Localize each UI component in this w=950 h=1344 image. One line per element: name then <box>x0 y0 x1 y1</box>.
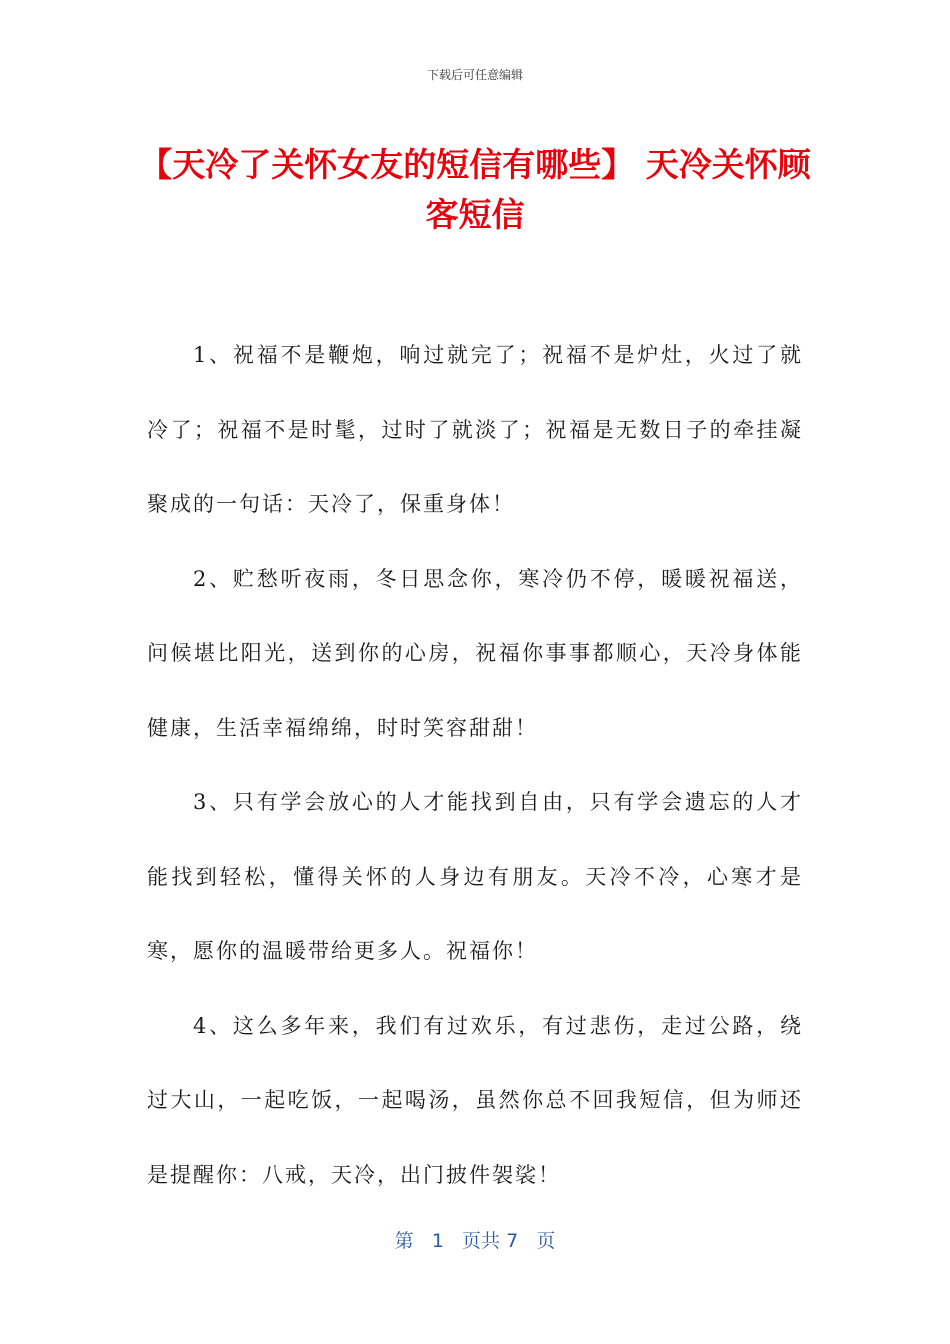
paragraph-3: 3、只有学会放心的人才能找到自由，只有学会遗忘的人才能找到轻松，懂得关怀的人身边有朋友。天冷不冷，心寒才是寒，愿你的温暖带给更多人。祝福你！ <box>147 790 803 963</box>
footer-total-pages: 7 <box>506 1230 519 1252</box>
document-body <box>147 318 803 1212</box>
footer-page-suffix: 页 <box>536 1230 556 1252</box>
footer-total-label: 页共 <box>462 1230 501 1252</box>
header-note: 下载后可任意编辑 <box>426 68 523 82</box>
paragraph-1: 1、祝福不是鞭炮，响过就完了；祝福不是炉灶，火过了就冷了；祝福不是时髦，过时了就淡了；祝福是无数日子的牵挂凝聚成的一句话：天冷了，保重身体！ <box>147 343 803 516</box>
footer-page-label: 第 <box>394 1230 414 1252</box>
footer-current-page: 1 <box>431 1230 444 1252</box>
page-footer <box>0 1226 950 1253</box>
document-title: 【天冷了关怀女友的短信有哪些】 天冷关怀顾客短信 <box>139 145 811 234</box>
paragraph-2: 2、贮愁听夜雨，冬日思念你，寒冷仍不停，暖暖祝福送，问候堪比阳光，送到你的心房，祝福你事事都顺心，天冷身体能健康，生活幸福绵绵，时时笑容甜甜！ <box>147 566 803 740</box>
paragraph-4: 4、这么多年来，我们有过欢乐，有过悲伤，走过公路，绕过大山，一起吃饭，一起喝汤，虽然你总不回我短信，但为师还是提醒你：八戒，天冷，出门披件袈裟！ <box>147 1013 803 1187</box>
